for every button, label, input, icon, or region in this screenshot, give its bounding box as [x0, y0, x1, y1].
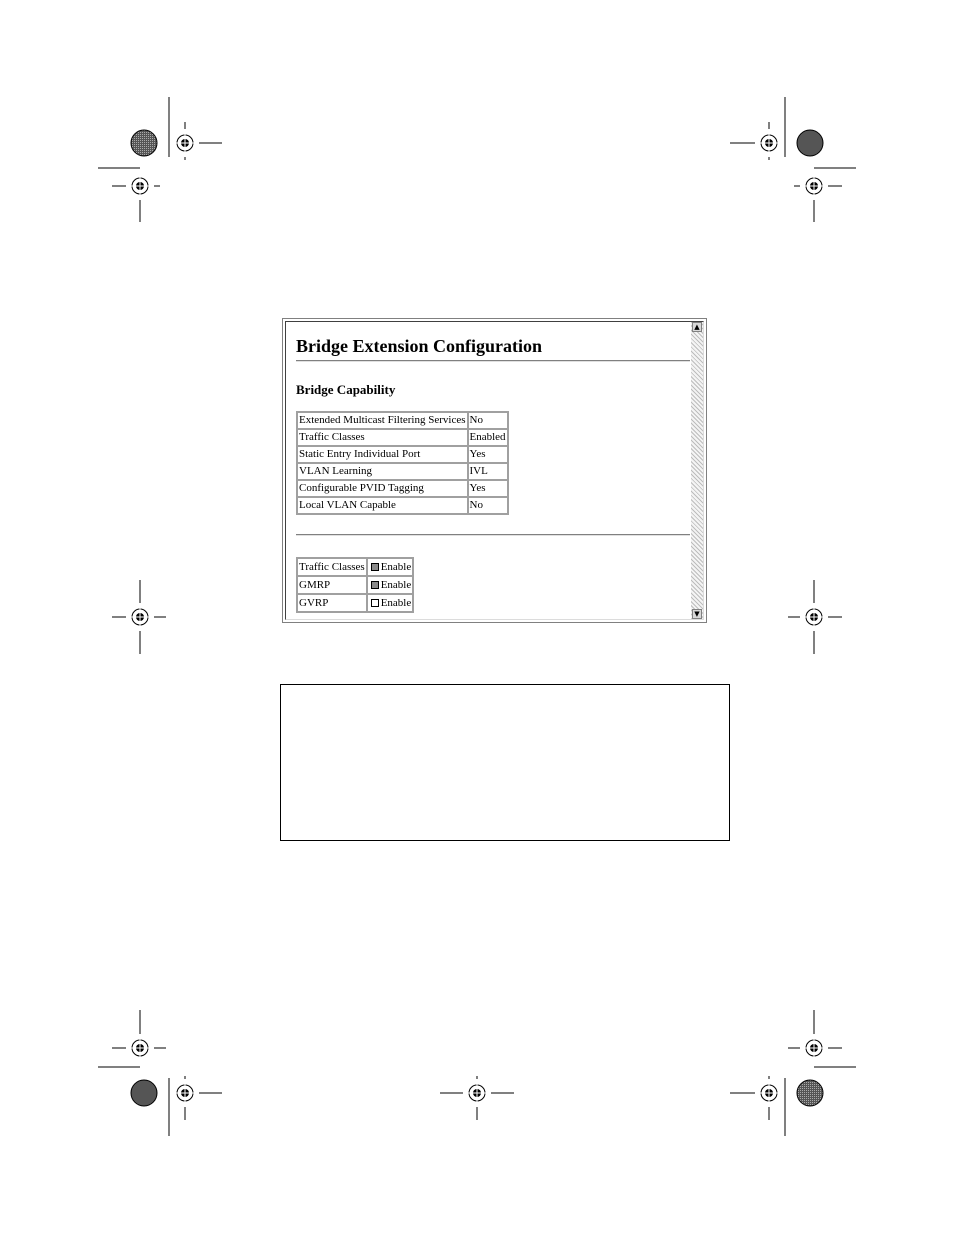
vertical-scrollbar[interactable]: [691, 322, 703, 619]
capability-value: Yes: [468, 446, 508, 463]
gmrp-checkbox[interactable]: [371, 581, 379, 589]
setting-label: GVRP: [297, 594, 367, 612]
checkbox-label: Enable: [380, 596, 412, 609]
starburst-target-icon: [797, 1080, 823, 1106]
starburst-target-icon: [131, 1080, 157, 1106]
registration-crosshair-icon: [755, 1079, 783, 1107]
section-divider: [296, 534, 690, 536]
checkbox-label: Enable: [380, 578, 412, 591]
registration-crosshair-icon: [171, 129, 199, 157]
table-row: [297, 412, 508, 429]
setting-label: GMRP: [297, 576, 367, 594]
table-row: [297, 558, 413, 576]
table-row: [297, 463, 508, 480]
capability-label: Configurable PVID Tagging: [297, 480, 468, 497]
bridge-settings-table: [296, 557, 414, 613]
table-row: [297, 576, 413, 594]
registration-crosshair-icon: [800, 603, 828, 631]
page-title: Bridge Extension Configuration: [296, 336, 543, 356]
capability-label: Traffic Classes: [297, 429, 468, 446]
capability-value: No: [468, 412, 508, 429]
capability-value: Enabled: [468, 429, 508, 446]
registration-crosshair-icon: [126, 603, 154, 631]
setting-control: [367, 558, 414, 576]
table-row: [297, 429, 508, 446]
setting-control: [367, 594, 414, 612]
section-title: Bridge Capability: [296, 382, 396, 397]
registration-crosshair-icon: [800, 1034, 828, 1062]
starburst-target-icon: [131, 130, 157, 156]
bridge-capability-table: [296, 411, 509, 515]
setting-label: Traffic Classes: [297, 558, 367, 576]
capability-label: VLAN Learning: [297, 463, 468, 480]
table-row: [297, 480, 508, 497]
caption-box: [280, 684, 730, 841]
registration-crosshair-icon: [463, 1079, 491, 1107]
bridge-extension-window: [282, 318, 707, 623]
gvrp-checkbox[interactable]: [371, 599, 379, 607]
capability-label: Static Entry Individual Port: [297, 446, 468, 463]
scroll-down-arrow-icon[interactable]: ▼: [692, 609, 702, 619]
capability-value: IVL: [468, 463, 508, 480]
capability-value: No: [468, 497, 508, 514]
checkbox-label: Enable: [380, 560, 412, 573]
capability-label: Local VLAN Capable: [297, 497, 468, 514]
traffic-classes-checkbox[interactable]: [371, 563, 379, 571]
capability-label: Extended Multicast Filtering Services: [297, 412, 468, 429]
starburst-target-icon: [797, 130, 823, 156]
table-row: [297, 497, 508, 514]
capability-value: Yes: [468, 480, 508, 497]
registration-crosshair-icon: [126, 172, 154, 200]
registration-crosshair-icon: [755, 129, 783, 157]
scroll-up-arrow-icon[interactable]: ▲: [692, 322, 702, 332]
registration-crosshair-icon: [126, 1034, 154, 1062]
registration-crosshair-icon: [800, 172, 828, 200]
window-viewport: [285, 321, 704, 620]
registration-crosshair-icon: [171, 1079, 199, 1107]
table-row: [297, 594, 413, 612]
table-row: [297, 446, 508, 463]
title-divider: [296, 360, 690, 362]
setting-control: [367, 576, 414, 594]
